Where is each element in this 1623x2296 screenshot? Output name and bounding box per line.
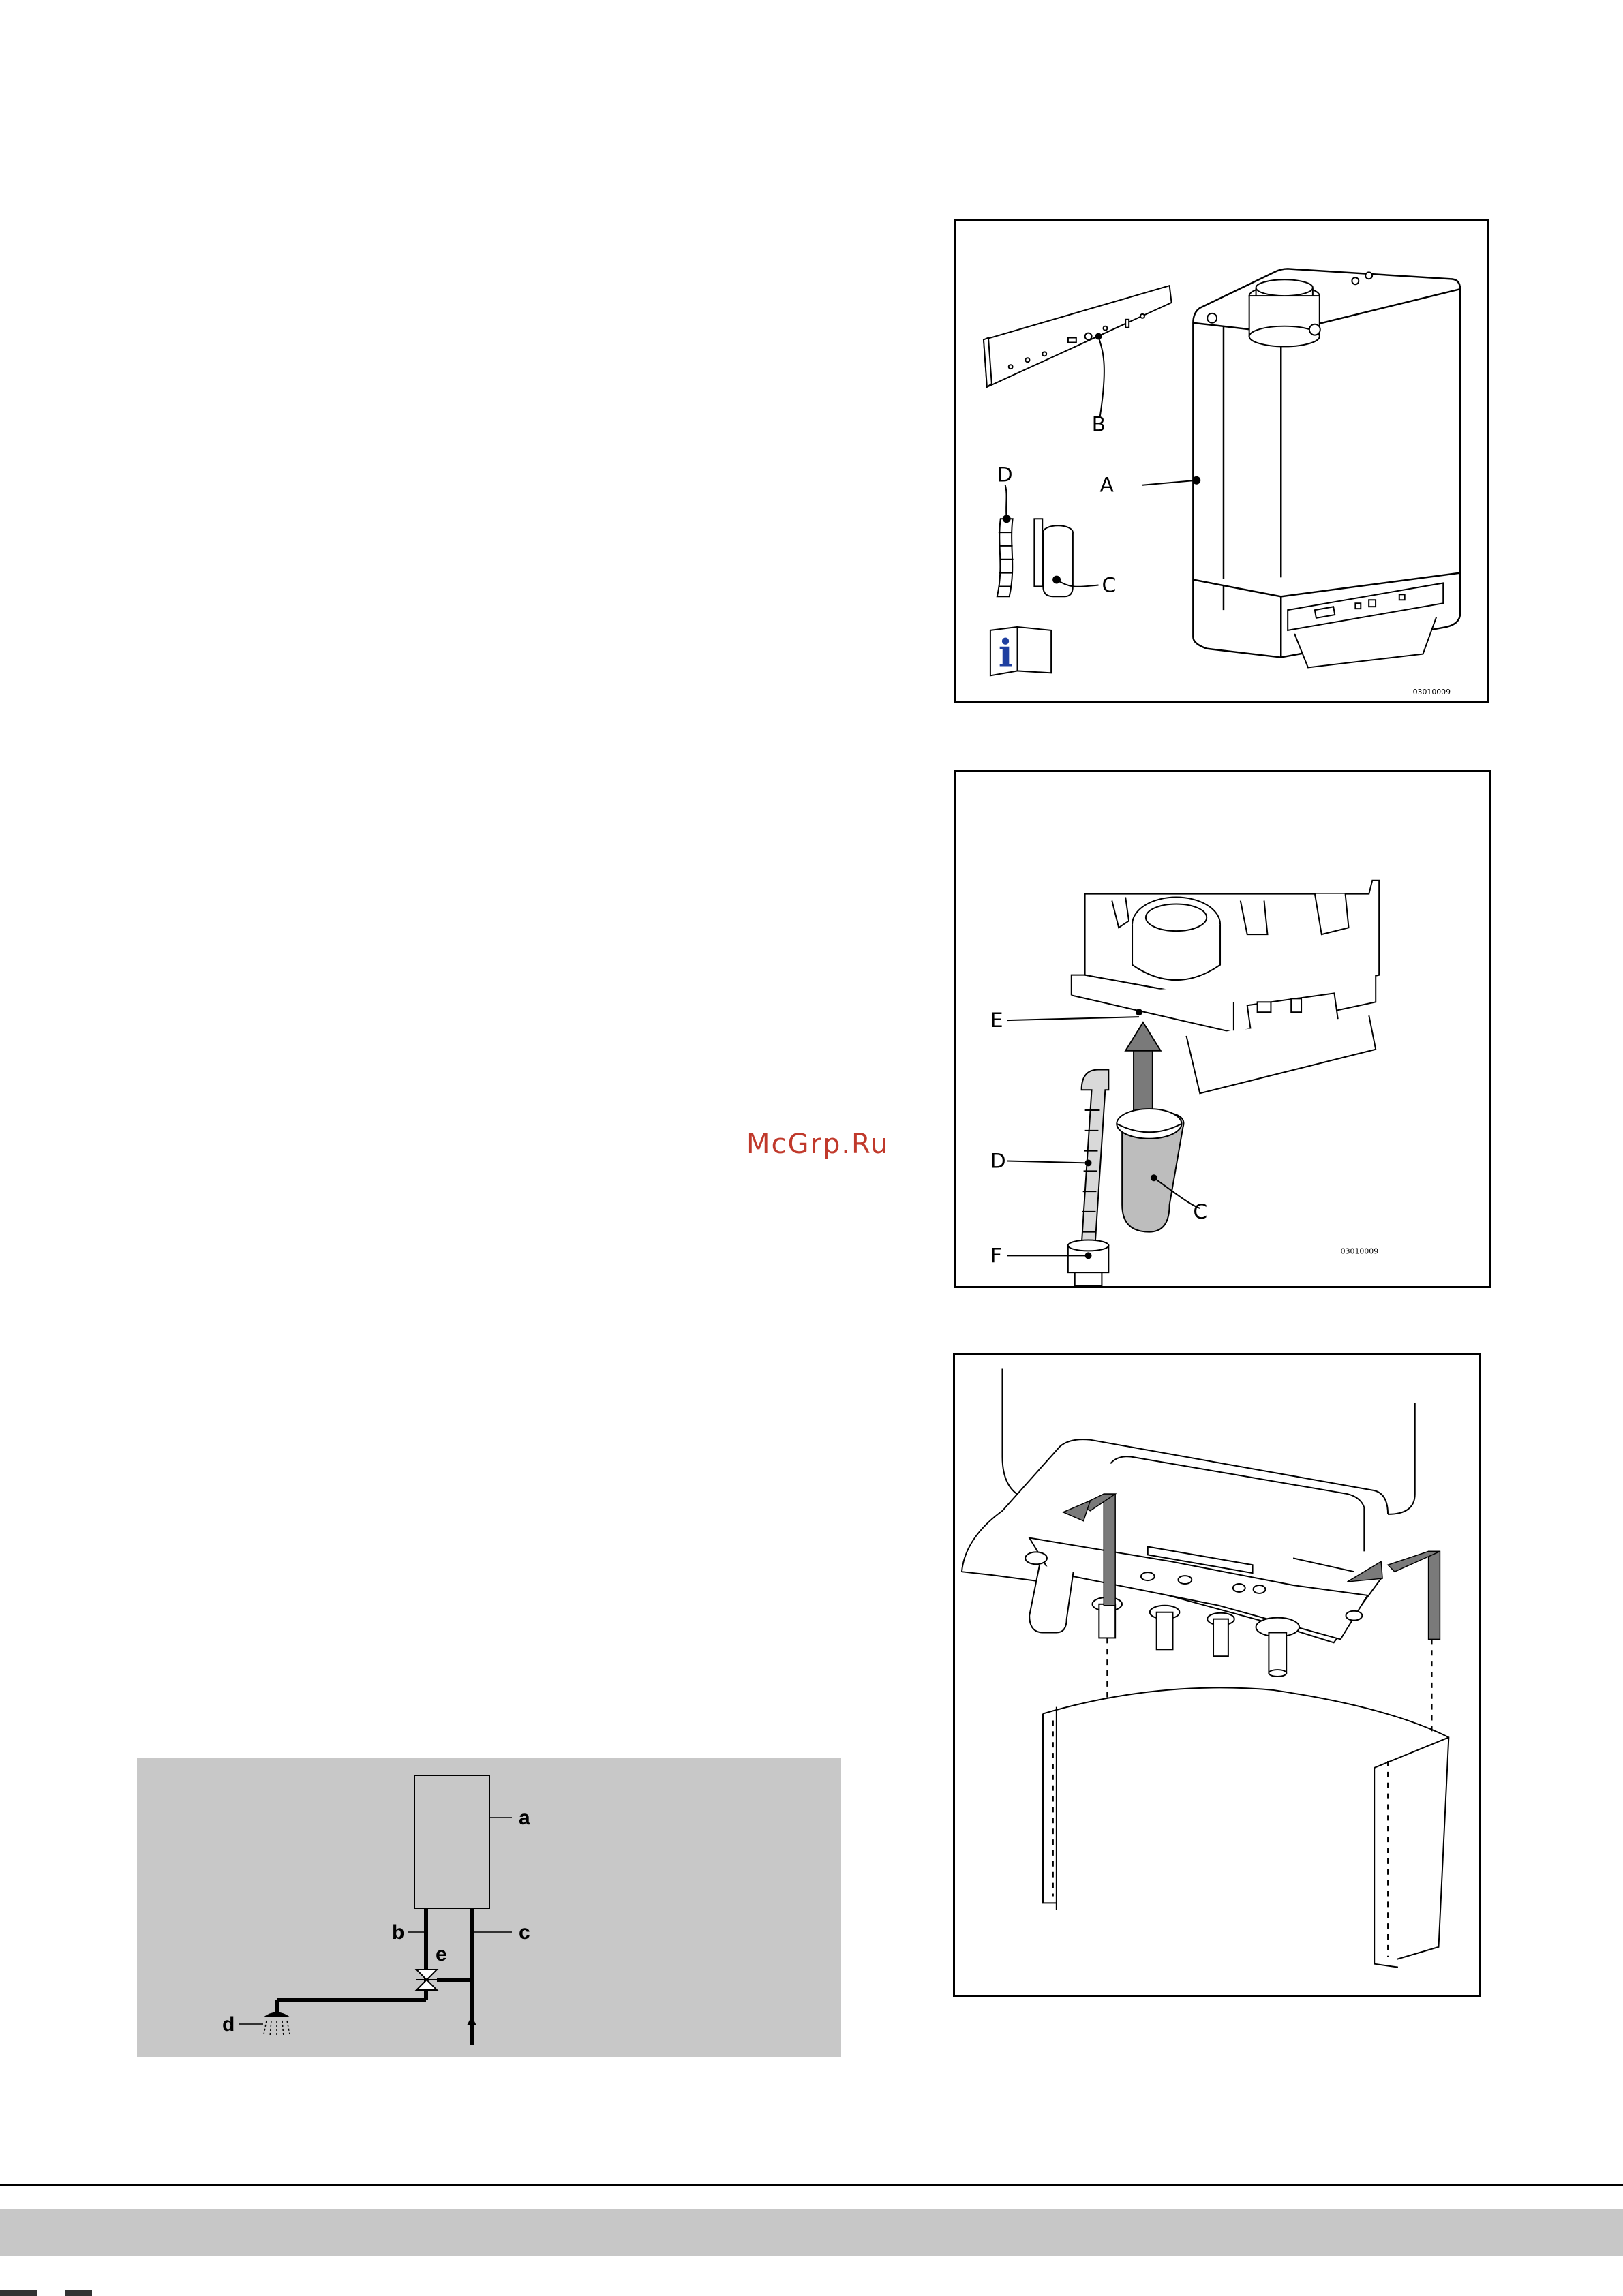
footer-band (0, 2209, 1623, 2256)
arrow-up-icon (467, 2016, 476, 2025)
drain-pipe (1068, 1240, 1109, 1286)
watermark: McGrp.Ru (746, 1129, 890, 1160)
hot-water-schematic-drawing (137, 1758, 841, 2057)
label-b: B (1091, 412, 1106, 437)
figure-boiler-contents (954, 219, 1489, 703)
boiler-underside (1072, 881, 1379, 1094)
condensate-hose (1082, 1070, 1109, 1246)
footer-rule (0, 2184, 1623, 2186)
figure-boiler-contents-drawing (956, 221, 1487, 701)
label-d: D (997, 463, 1013, 487)
mounting-bracket (984, 286, 1172, 387)
label-d: d (222, 2013, 235, 2036)
drawing-code: 03010009 (1340, 1246, 1379, 1256)
boiler-box (414, 1775, 489, 1908)
flue-adaptor (1249, 279, 1320, 346)
valve-icon (416, 1970, 437, 1990)
figure-siphon-connection-drawing (956, 772, 1489, 1286)
label-d: D (990, 1149, 1006, 1174)
label-c: c (519, 1921, 530, 1944)
pipework (277, 1908, 472, 2045)
label-b: b (392, 1921, 405, 1944)
hot-water-schematic (137, 1758, 841, 2057)
label-c: C (1102, 573, 1117, 598)
footer-tail-marks (0, 2284, 136, 2296)
figure-lower-cover-drawing (955, 1355, 1479, 1995)
info-icon-glyph: i (998, 631, 1013, 676)
label-c: C (1193, 1199, 1208, 1224)
label-a: a (519, 1807, 530, 1829)
label-e: e (436, 1943, 447, 1965)
figure-siphon-connection (954, 770, 1491, 1288)
label-e: E (990, 1009, 1003, 1033)
info-icon (990, 627, 1051, 676)
shower-icon (263, 2012, 290, 2037)
label-f: F (990, 1244, 1002, 1268)
figure-lower-cover (953, 1353, 1481, 1997)
condensate-hose (997, 519, 1014, 596)
label-a: A (1099, 473, 1114, 498)
siphon (1117, 1109, 1183, 1232)
drawing-code: 03010009 (1412, 688, 1451, 697)
boiler-bottom (962, 1369, 1415, 1643)
